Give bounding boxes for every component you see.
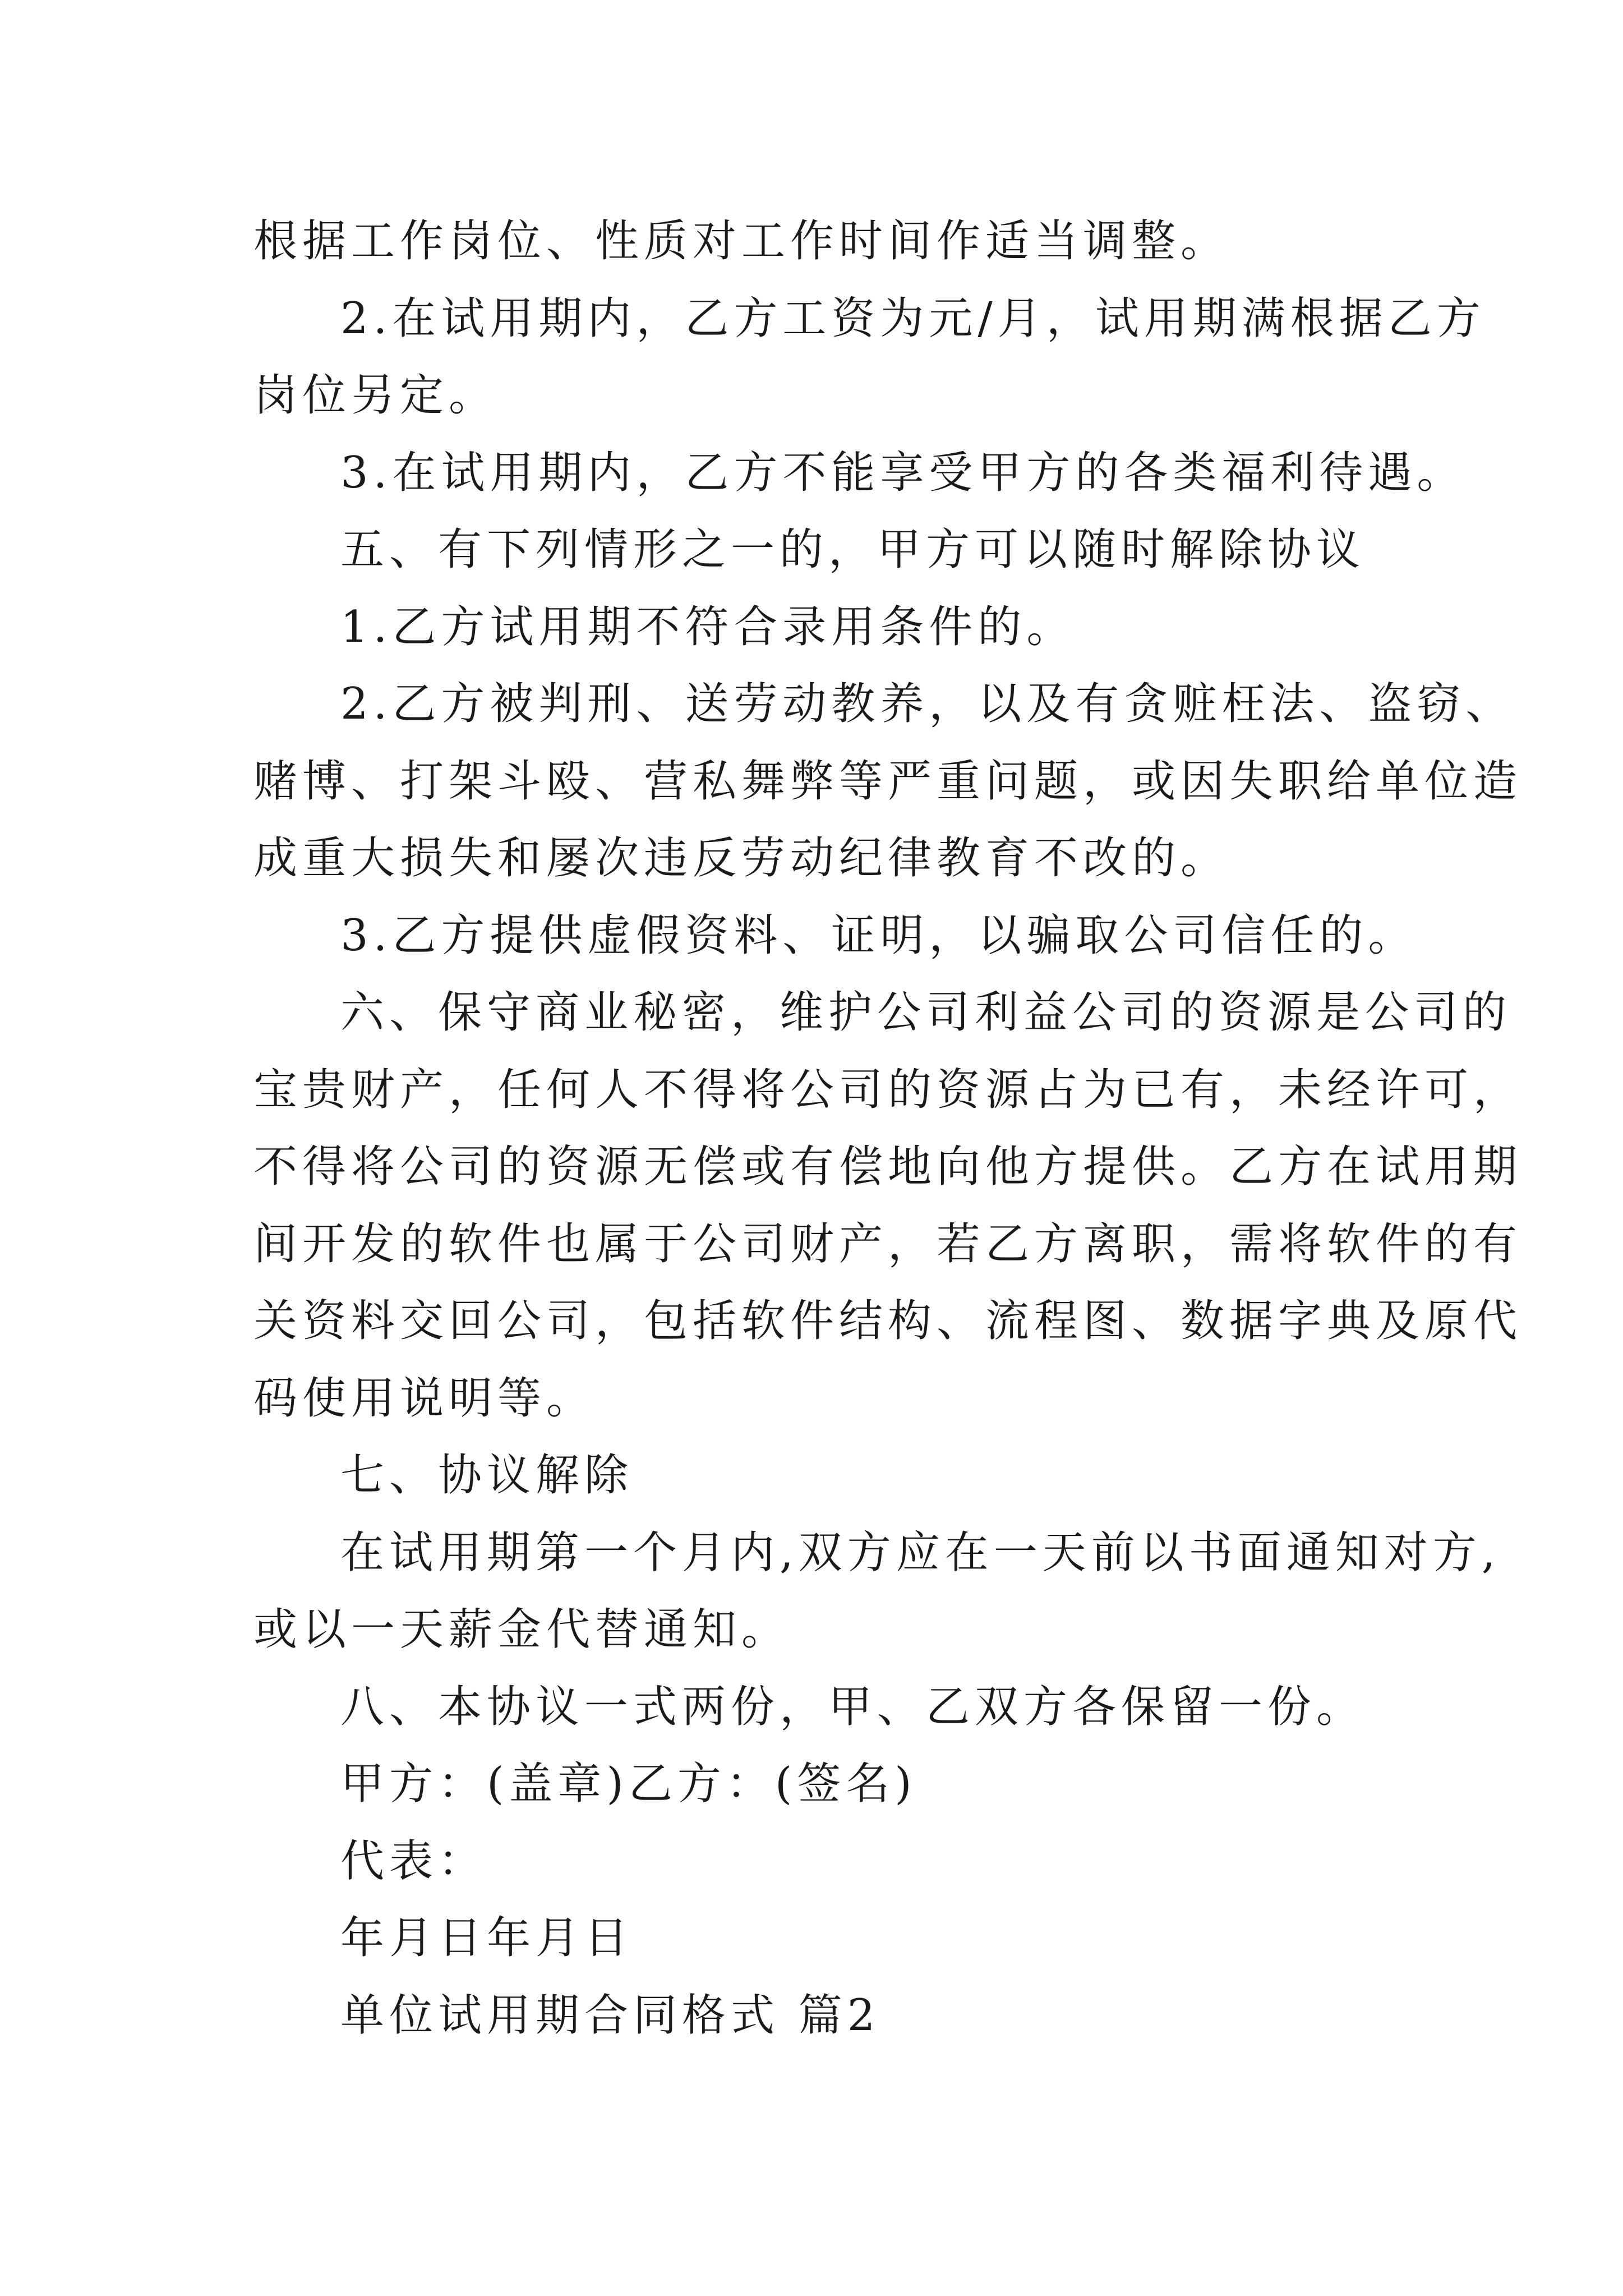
- paragraph-line: 宝贵财产，任何人不得将公司的资源占为已有，未经许可，: [253, 1064, 1523, 1115]
- paragraph-line: 岗位另定。: [253, 370, 498, 421]
- paragraph-line: 根据工作岗位、性质对工作时间作适当调整。: [253, 216, 1230, 266]
- section-heading: 八、本协议一式两份，甲、乙双方各保留一份。: [340, 1681, 1366, 1732]
- paragraph-line: 间开发的软件也属于公司财产，若乙方离职，需将软件的有: [253, 1218, 1523, 1269]
- paragraph-line: 不得将公司的资源无偿或有偿地向他方提供。乙方在试用期: [253, 1142, 1523, 1192]
- document-body: [253, 203, 1523, 2054]
- representative-line: 代表：: [340, 1835, 487, 1887]
- paragraph-line: 码使用说明等。: [253, 1373, 596, 1424]
- paragraph-line: 2.乙方被判刑、送劳动教养，以及有贪赃枉法、盗窃、: [340, 679, 1515, 729]
- paragraph-line: 或以一天薪金代替通知。: [253, 1604, 791, 1655]
- section-heading: 六、保守商业秘密，维护公司利益公司的资源是公司的: [340, 987, 1512, 1038]
- date-line: 年月日年月日: [340, 1913, 634, 1963]
- paragraph-line: 3.在试用期内，乙方不能享受甲方的各类福利待遇。: [340, 447, 1466, 498]
- paragraph-line: 成重大损失和屡次违反劳动纪律教育不改的。: [253, 833, 1230, 884]
- paragraph-line: 关资料交回公司，包括软件结构、流程图、数据字典及原代: [253, 1296, 1523, 1346]
- paragraph-line: 赌博、打架斗殴、营私舞弊等严重问题，或因失职给单位造: [253, 756, 1523, 807]
- signature-line: 甲方：(盖章)乙方：(签名): [340, 1759, 917, 1809]
- next-section-title: 单位试用期合同格式 篇2: [340, 1990, 880, 2041]
- paragraph-line: 1.乙方试用期不符合录用条件的。: [340, 601, 1076, 652]
- paragraph-line: 在试用期第一个月内,双方应在一天前以书面通知对方,: [340, 1527, 1501, 1578]
- paragraph-line: 3.乙方提供虚假资料、证明，以骗取公司信任的。: [340, 910, 1417, 961]
- paragraph-line: 2.在试用期内，乙方工资为元/月，试用期满根据乙方: [340, 293, 1486, 344]
- section-heading: 五、有下列情形之一的，甲方可以随时解除协议: [340, 524, 1366, 575]
- section-heading: 七、协议解除: [340, 1450, 634, 1501]
